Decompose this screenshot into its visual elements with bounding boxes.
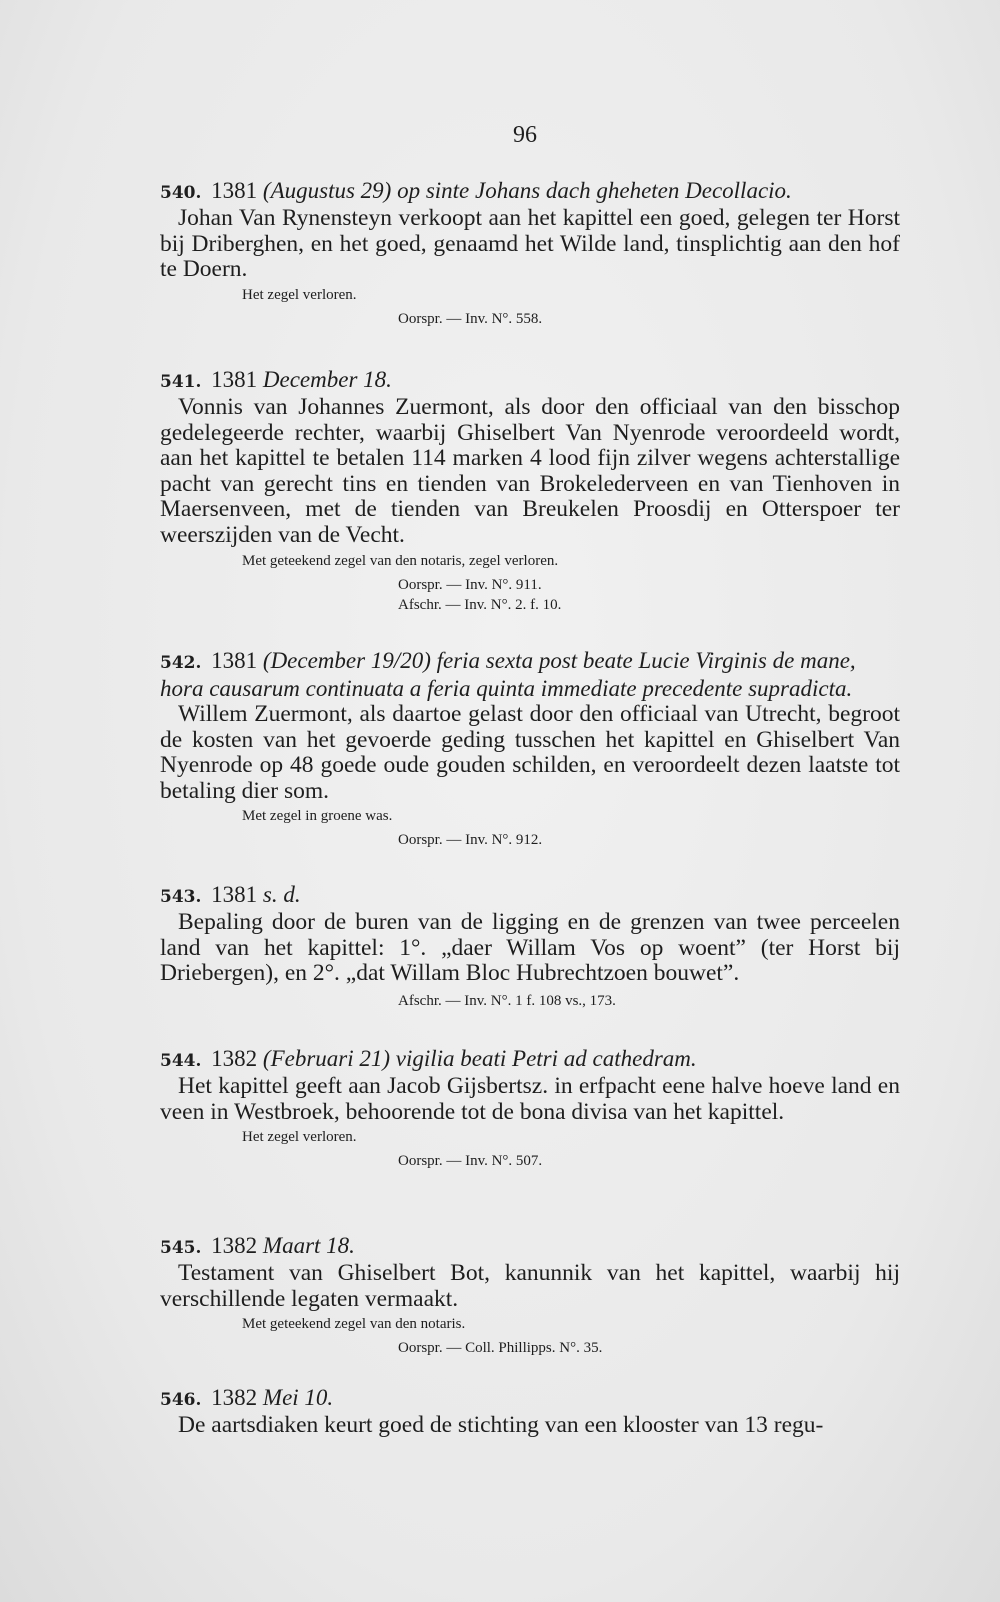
entry-year: 1382 (211, 1046, 258, 1071)
source-reference: Oorspr. — Inv. N°. 912. (398, 832, 543, 849)
entry-heading (160, 1385, 900, 1413)
seal-note: Met geteekend zegel van den notaris. (242, 1316, 466, 1333)
entry-heading (160, 1233, 900, 1261)
source-reference: Oorspr. — Inv. N°. 911. (398, 576, 542, 593)
source-reference: Oorspr. — Coll. Phillipps. N°. 35. (398, 1340, 603, 1357)
seal-note: Het zegel verloren. (242, 286, 357, 303)
entry-summary: Vonnis van Johannes Zuermont, als door den officiaal van den bisschop gedelegeerde rechter, waarbij Ghiselbert Van Nyenrode veroordeeld wordt, aan het kapittel te betalen 114 marken 4 lood fijn zilver wegens achterstallige pacht van gerecht tins en tienden van Brokelederveen en van Tienhoven in Maersenveen, met de tienden van Breukelen Proosdij en Otterspoer ter weerszijden van de Vecht. (160, 394, 900, 548)
entry-date: (Augustus 29) op sinte Johans dach gheheten Decollacio. (262, 178, 792, 203)
entry-number: 546. (160, 1390, 202, 1410)
seal-note: Met geteekend zegel van den notaris, zegel verloren. (242, 552, 559, 569)
entry-year: 1381 (211, 648, 258, 673)
entry-summary: Testament van Ghiselbert Bot, kanunnik van het kapittel, waarbij hij verschillende legaten vermaakt. (160, 1260, 900, 1312)
entry-summary: Johan Van Rynensteyn verkoopt aan het kapittel een goed, gelegen ter Horst bij Driberghen, en het goed, genaamd het Wilde land, tinsplichtig aan den hof te Doern. (160, 205, 900, 283)
entry-year: 1382 (211, 1233, 258, 1258)
entry-date: (Februari 21) vigilia beati Petri ad cathedram. (262, 1046, 697, 1071)
entry-544 (160, 1046, 900, 1171)
entry-heading (160, 648, 900, 702)
source-reference: Oorspr. — Inv. N°. 507. (398, 1153, 543, 1170)
entry-summary: Bepaling door de buren van de ligging en de grenzen van twee perceelen land van het kapittel: 1°. „daer Willam Vos op woent” (ter Horst bij Driebergen), en 2°. „dat Willam Bloc Hubrechtzoen bouwet”. (160, 909, 900, 987)
entry-number: 540. (160, 183, 202, 203)
entry-number: 543. (160, 887, 202, 907)
entry-541 (160, 367, 900, 615)
entry-date: Mei 10. (262, 1385, 334, 1410)
entry-summary: De aartsdiaken keurt goed de stichting van een klooster van 13 regu- (178, 1412, 824, 1438)
entry-number: 541. (160, 372, 202, 392)
entry-545 (160, 1233, 900, 1358)
entry-542 (160, 648, 900, 850)
entry-date: s. d. (262, 882, 301, 907)
source-reference: Afschr. — Inv. N°. 1 f. 108 vs., 173. (398, 992, 616, 1009)
entry-540 (160, 178, 900, 329)
entry-number: 542. (160, 653, 202, 673)
entry-summary: Willem Zuermont, als daartoe gelast door den officiaal van Utrecht, begroot de kosten van het gevoerde geding tusschen het kapittel en Ghiselbert Van Nyenrode op 48 goede oude gouden schilden, en veroordeelt dezen laatste tot betaling dier som. (160, 701, 900, 804)
seal-note: Het zegel verloren. (242, 1129, 357, 1146)
page-number: 96 (513, 122, 537, 148)
entry-543 (160, 882, 900, 1011)
entry-heading (160, 178, 900, 206)
source-reference: Afschr. — Inv. N°. 2. f. 10. (398, 596, 562, 613)
entry-year: 1382 (211, 1385, 258, 1410)
entry-date: December 18. (262, 367, 392, 392)
entry-number: 545. (160, 1238, 202, 1258)
entry-year: 1381 (211, 367, 258, 392)
entry-heading (160, 367, 900, 395)
seal-note: Met zegel in groene was. (242, 808, 393, 825)
entry-heading (160, 882, 900, 910)
entry-year: 1381 (211, 178, 258, 203)
entry-summary: Het kapittel geeft aan Jacob Gijsbertsz. in erfpacht eene halve hoeve land en veen in Westbroek, behoorende tot de bona divisa van het kapittel. (160, 1073, 900, 1125)
entry-546 (160, 1385, 900, 1439)
entry-number: 544. (160, 1051, 202, 1071)
entry-date: Maart 18. (262, 1233, 355, 1258)
source-reference: Oorspr. — Inv. N°. 558. (398, 310, 543, 327)
entry-heading (160, 1046, 900, 1074)
entry-year: 1381 (211, 882, 258, 907)
entry-date: (December 19/20) feria sexta post beate Lucie Virginis de mane, hora causarum continuata a feria quinta immediate precedente supradicta. (160, 648, 856, 701)
